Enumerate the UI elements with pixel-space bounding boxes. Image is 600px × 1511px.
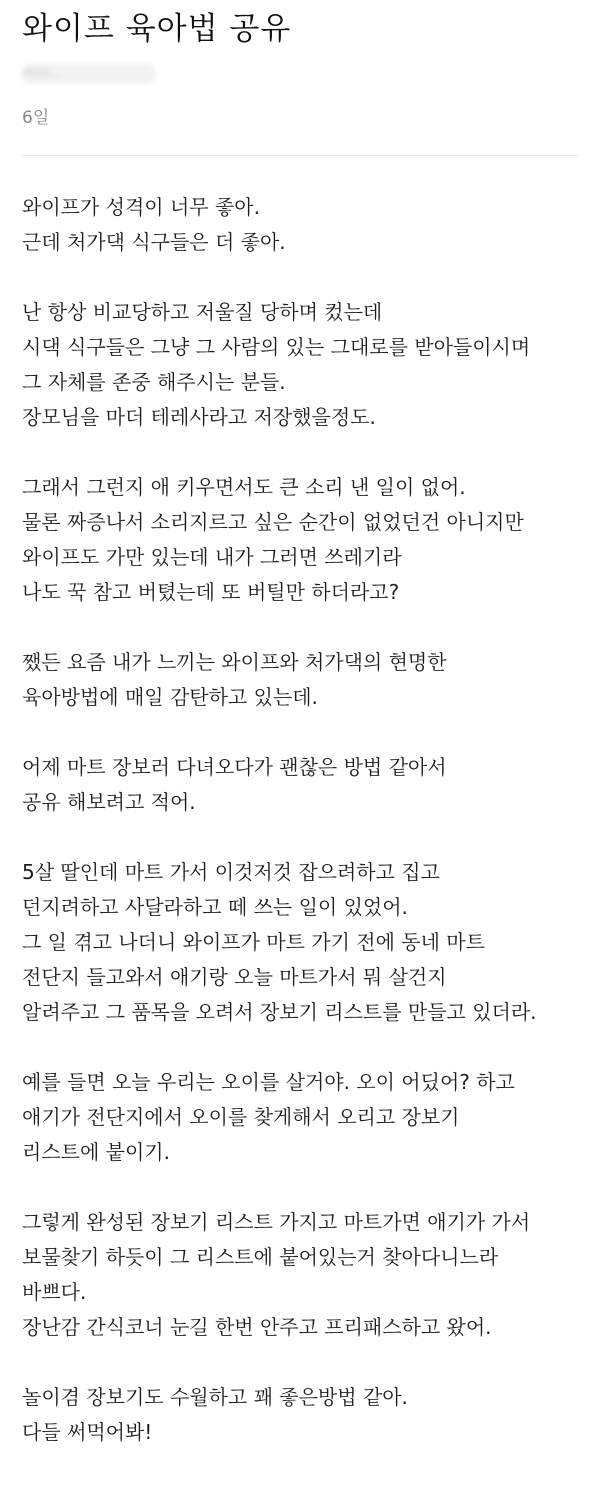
- body-text-line: 어제 마트 장보러 다녀오다가 괜찮은 방법 같아서: [22, 755, 447, 779]
- body-text-line: 5살 딸인데 마트 가서 이것저것 잡으려하고 집고: [22, 860, 440, 884]
- body-text-line: 애기가 전단지에서 오이를 찾게해서 오리고 장보기: [22, 1105, 460, 1129]
- body-text-line: 장난감 간식코너 눈길 한번 안주고 프리패스하고 왔어.: [22, 1315, 492, 1339]
- body-text-line: 그 일 겪고 나더니 와이프가 마트 가기 전에 동네 마트: [22, 930, 485, 954]
- body-text-line: 쨌든 요즘 내가 느끼는 와이프와 처가댁의 현명한: [22, 650, 447, 674]
- post-header: [22, 0, 578, 156]
- body-text-line: 보물찾기 하듯이 그 리스트에 붙어있는거 찾아다니느라: [22, 1245, 499, 1269]
- body-text-line: 던지려하고 사달라하고 떼 쓰는 일이 있었어.: [22, 895, 408, 919]
- body-paragraph: [22, 1065, 592, 1170]
- body-text-line: 그 자체를 존중 해주시는 분들.: [22, 370, 286, 394]
- body-text-line: 공유 해보려고 적어.: [22, 790, 196, 814]
- body-text-line: 예를 들면 오늘 우리는 오이를 살거야. 오이 어딨어? 하고: [22, 1070, 515, 1094]
- body-text-line: 다들 써먹어봐!: [22, 1420, 153, 1444]
- body-text-line: 와이프도 가만 있는데 내가 그러면 쓰레기라: [22, 545, 402, 569]
- body-paragraph: [22, 190, 592, 260]
- body-text-line: 그래서 그런지 애 키우면서도 큰 소리 낸 일이 없어.: [22, 475, 466, 499]
- body-paragraph: [22, 1380, 592, 1450]
- body-text-line: 알려주고 그 품목을 오려서 장보기 리스트를 만들고 있더라.: [22, 1000, 537, 1024]
- body-text-line: 난 항상 비교당하고 저울질 당하며 컸는데: [22, 300, 383, 324]
- header-divider: [22, 155, 578, 156]
- post-body: [22, 190, 592, 1485]
- body-text-line: 전단지 들고와서 애기랑 오늘 마트가서 뭐 살건지: [22, 965, 447, 989]
- post-date: 6일: [22, 108, 50, 128]
- body-text-line: 장모님을 마더 테레사라고 저장했을정도.: [22, 405, 376, 429]
- body-text-line: 육아방법에 매일 감탄하고 있는데.: [22, 685, 318, 709]
- body-paragraph: [22, 1205, 592, 1345]
- body-paragraph: [22, 470, 592, 610]
- body-text-line: 바쁘다.: [22, 1280, 87, 1304]
- body-text-line: 그렇게 완성된 장보기 리스트 가지고 마트가면 애기가 가서: [22, 1210, 531, 1234]
- body-paragraph: [22, 750, 592, 820]
- body-paragraph: [22, 855, 592, 1030]
- body-text-line: 나도 꾹 참고 버텼는데 또 버틸만 하더라고?: [22, 580, 400, 604]
- author-name-blurred[interactable]: Hiiiii...: [22, 64, 156, 84]
- body-text-line: 와이프가 성격이 너무 좋아.: [22, 195, 260, 219]
- body-paragraph: [22, 645, 592, 715]
- body-text-line: 리스트에 붙이기.: [22, 1140, 170, 1164]
- body-paragraph: [22, 295, 592, 435]
- post-title: 와이프 육아법 공유: [22, 11, 292, 47]
- body-text-line: 물론 짜증나서 소리지르고 싶은 순간이 없었던건 아니지만: [22, 510, 524, 534]
- body-text-line: 근데 처가댁 식구들은 더 좋아.: [22, 230, 286, 254]
- body-text-line: 놀이겸 장보기도 수월하고 꽤 좋은방법 같아.: [22, 1385, 408, 1409]
- body-text-line: 시댁 식구들은 그냥 그 사람의 있는 그대로를 받아들이시며: [22, 335, 531, 359]
